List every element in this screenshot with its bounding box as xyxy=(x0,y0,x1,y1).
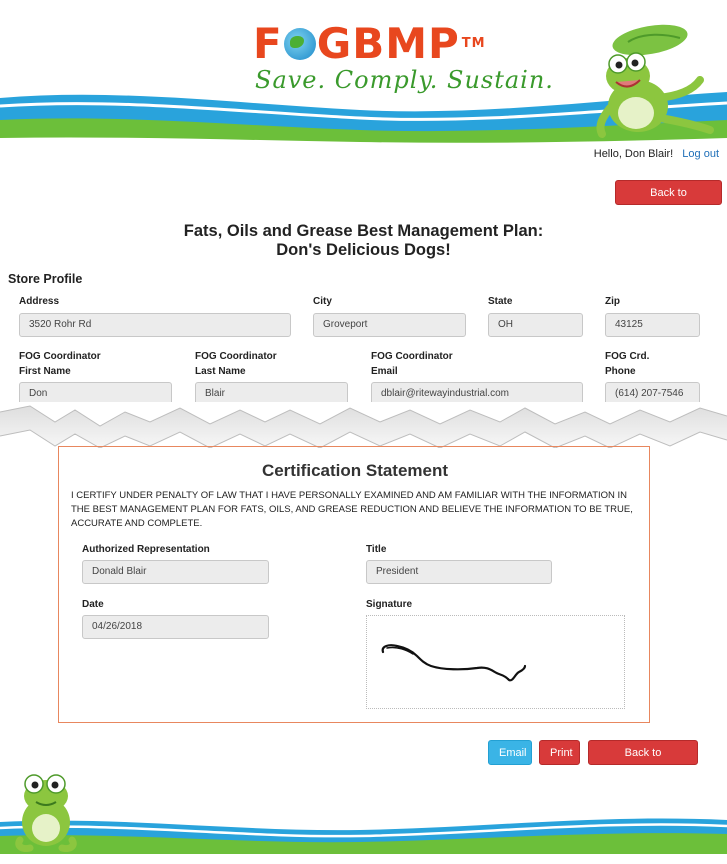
phone-label-line2: Phone xyxy=(605,366,636,377)
last-name-label xyxy=(195,349,277,379)
address-field[interactable]: 3520 Rohr Rd xyxy=(19,313,291,337)
back-to-dashboard-bottom-button[interactable]: Back to Dashboard xyxy=(588,740,698,765)
address-label: Address xyxy=(19,296,60,307)
page-title-line1: Fats, Oils and Grease Best Management Plan: xyxy=(183,222,544,240)
logo-letter-g: G xyxy=(316,19,353,68)
email-label-line2: Email xyxy=(371,366,398,377)
logo-letters-bmp: BMP xyxy=(352,19,460,68)
email-label xyxy=(371,349,453,379)
title-field[interactable]: President xyxy=(366,560,552,584)
email-field[interactable]: dblair@ritewayindustrial.com xyxy=(371,382,583,406)
logo-wordmark xyxy=(253,19,554,68)
phone-label-line1: FOG Crd. xyxy=(605,351,650,362)
date-label: Date xyxy=(82,599,104,610)
certification-panel xyxy=(58,446,650,723)
logout-link[interactable]: Log out xyxy=(682,148,719,160)
city-field[interactable]: Groveport xyxy=(313,313,466,337)
date-field[interactable]: 04/26/2018 xyxy=(82,615,269,639)
zip-field[interactable]: 43125 xyxy=(605,313,700,337)
frog-mascot-icon xyxy=(588,18,718,143)
logo-letter-f: F xyxy=(253,19,283,68)
frog-mascot-small-icon xyxy=(12,760,82,852)
back-to-dashboard-button[interactable]: Back to Dashboard xyxy=(615,180,722,205)
first-name-label-line1: FOG Coordinator xyxy=(19,351,101,362)
zip-label: Zip xyxy=(605,296,620,307)
certification-statement: I CERTIFY UNDER PENALTY OF LAW THAT I HAVE PERSONALLY EXAMINED AND AM FAMILIAR WITH THE INFORMATION IN THE BEST MANAGEMENT PLAN FOR FATS, OILS, AND GREASE REDUCTION AND BELIEVE THE INFORMATION TO BE TRUE, ACCURATE AND COMPLETE. xyxy=(71,490,633,529)
torn-page-divider xyxy=(0,402,727,448)
authorized-rep-field[interactable]: Donald Blair xyxy=(82,560,269,584)
trademark-mark: TM xyxy=(461,36,486,51)
first-name-field[interactable]: Don xyxy=(19,382,172,406)
city-label: City xyxy=(313,296,332,307)
first-name-label xyxy=(19,349,101,379)
phone-field[interactable]: (614) 207-7546 xyxy=(605,382,700,406)
phone-label xyxy=(605,349,649,379)
title-label: Title xyxy=(366,544,387,555)
email-label-line1: FOG Coordinator xyxy=(371,351,453,362)
certification-heading: Certification Statement xyxy=(261,461,449,480)
last-name-label-line2: Last Name xyxy=(195,366,246,377)
state-field[interactable]: OH xyxy=(488,313,583,337)
signature-drawing xyxy=(367,616,626,710)
last-name-field[interactable]: Blair xyxy=(195,382,348,406)
first-name-label-line2: First Name xyxy=(19,366,71,377)
state-label: State xyxy=(488,296,513,307)
globe-icon xyxy=(284,28,316,60)
user-bar xyxy=(594,148,719,160)
signature-label: Signature xyxy=(366,599,413,610)
footer-wave xyxy=(0,792,727,864)
print-button[interactable]: Print xyxy=(539,740,580,765)
last-name-label-line1: FOG Coordinator xyxy=(195,351,277,362)
user-greeting: Hello, Don Blair! xyxy=(593,148,674,160)
authorized-rep-label: Authorized Representation xyxy=(82,544,210,555)
email-button[interactable]: Email xyxy=(488,740,532,765)
store-profile-heading: Store Profile xyxy=(8,272,83,286)
page-title xyxy=(0,222,727,260)
logo-tagline: Save. Comply. Sustain. xyxy=(255,66,554,94)
header xyxy=(0,0,727,150)
brand-logo[interactable] xyxy=(253,19,554,94)
signature-pad[interactable] xyxy=(366,615,625,709)
page-title-line2: Don's Delicious Dogs! xyxy=(276,241,451,259)
